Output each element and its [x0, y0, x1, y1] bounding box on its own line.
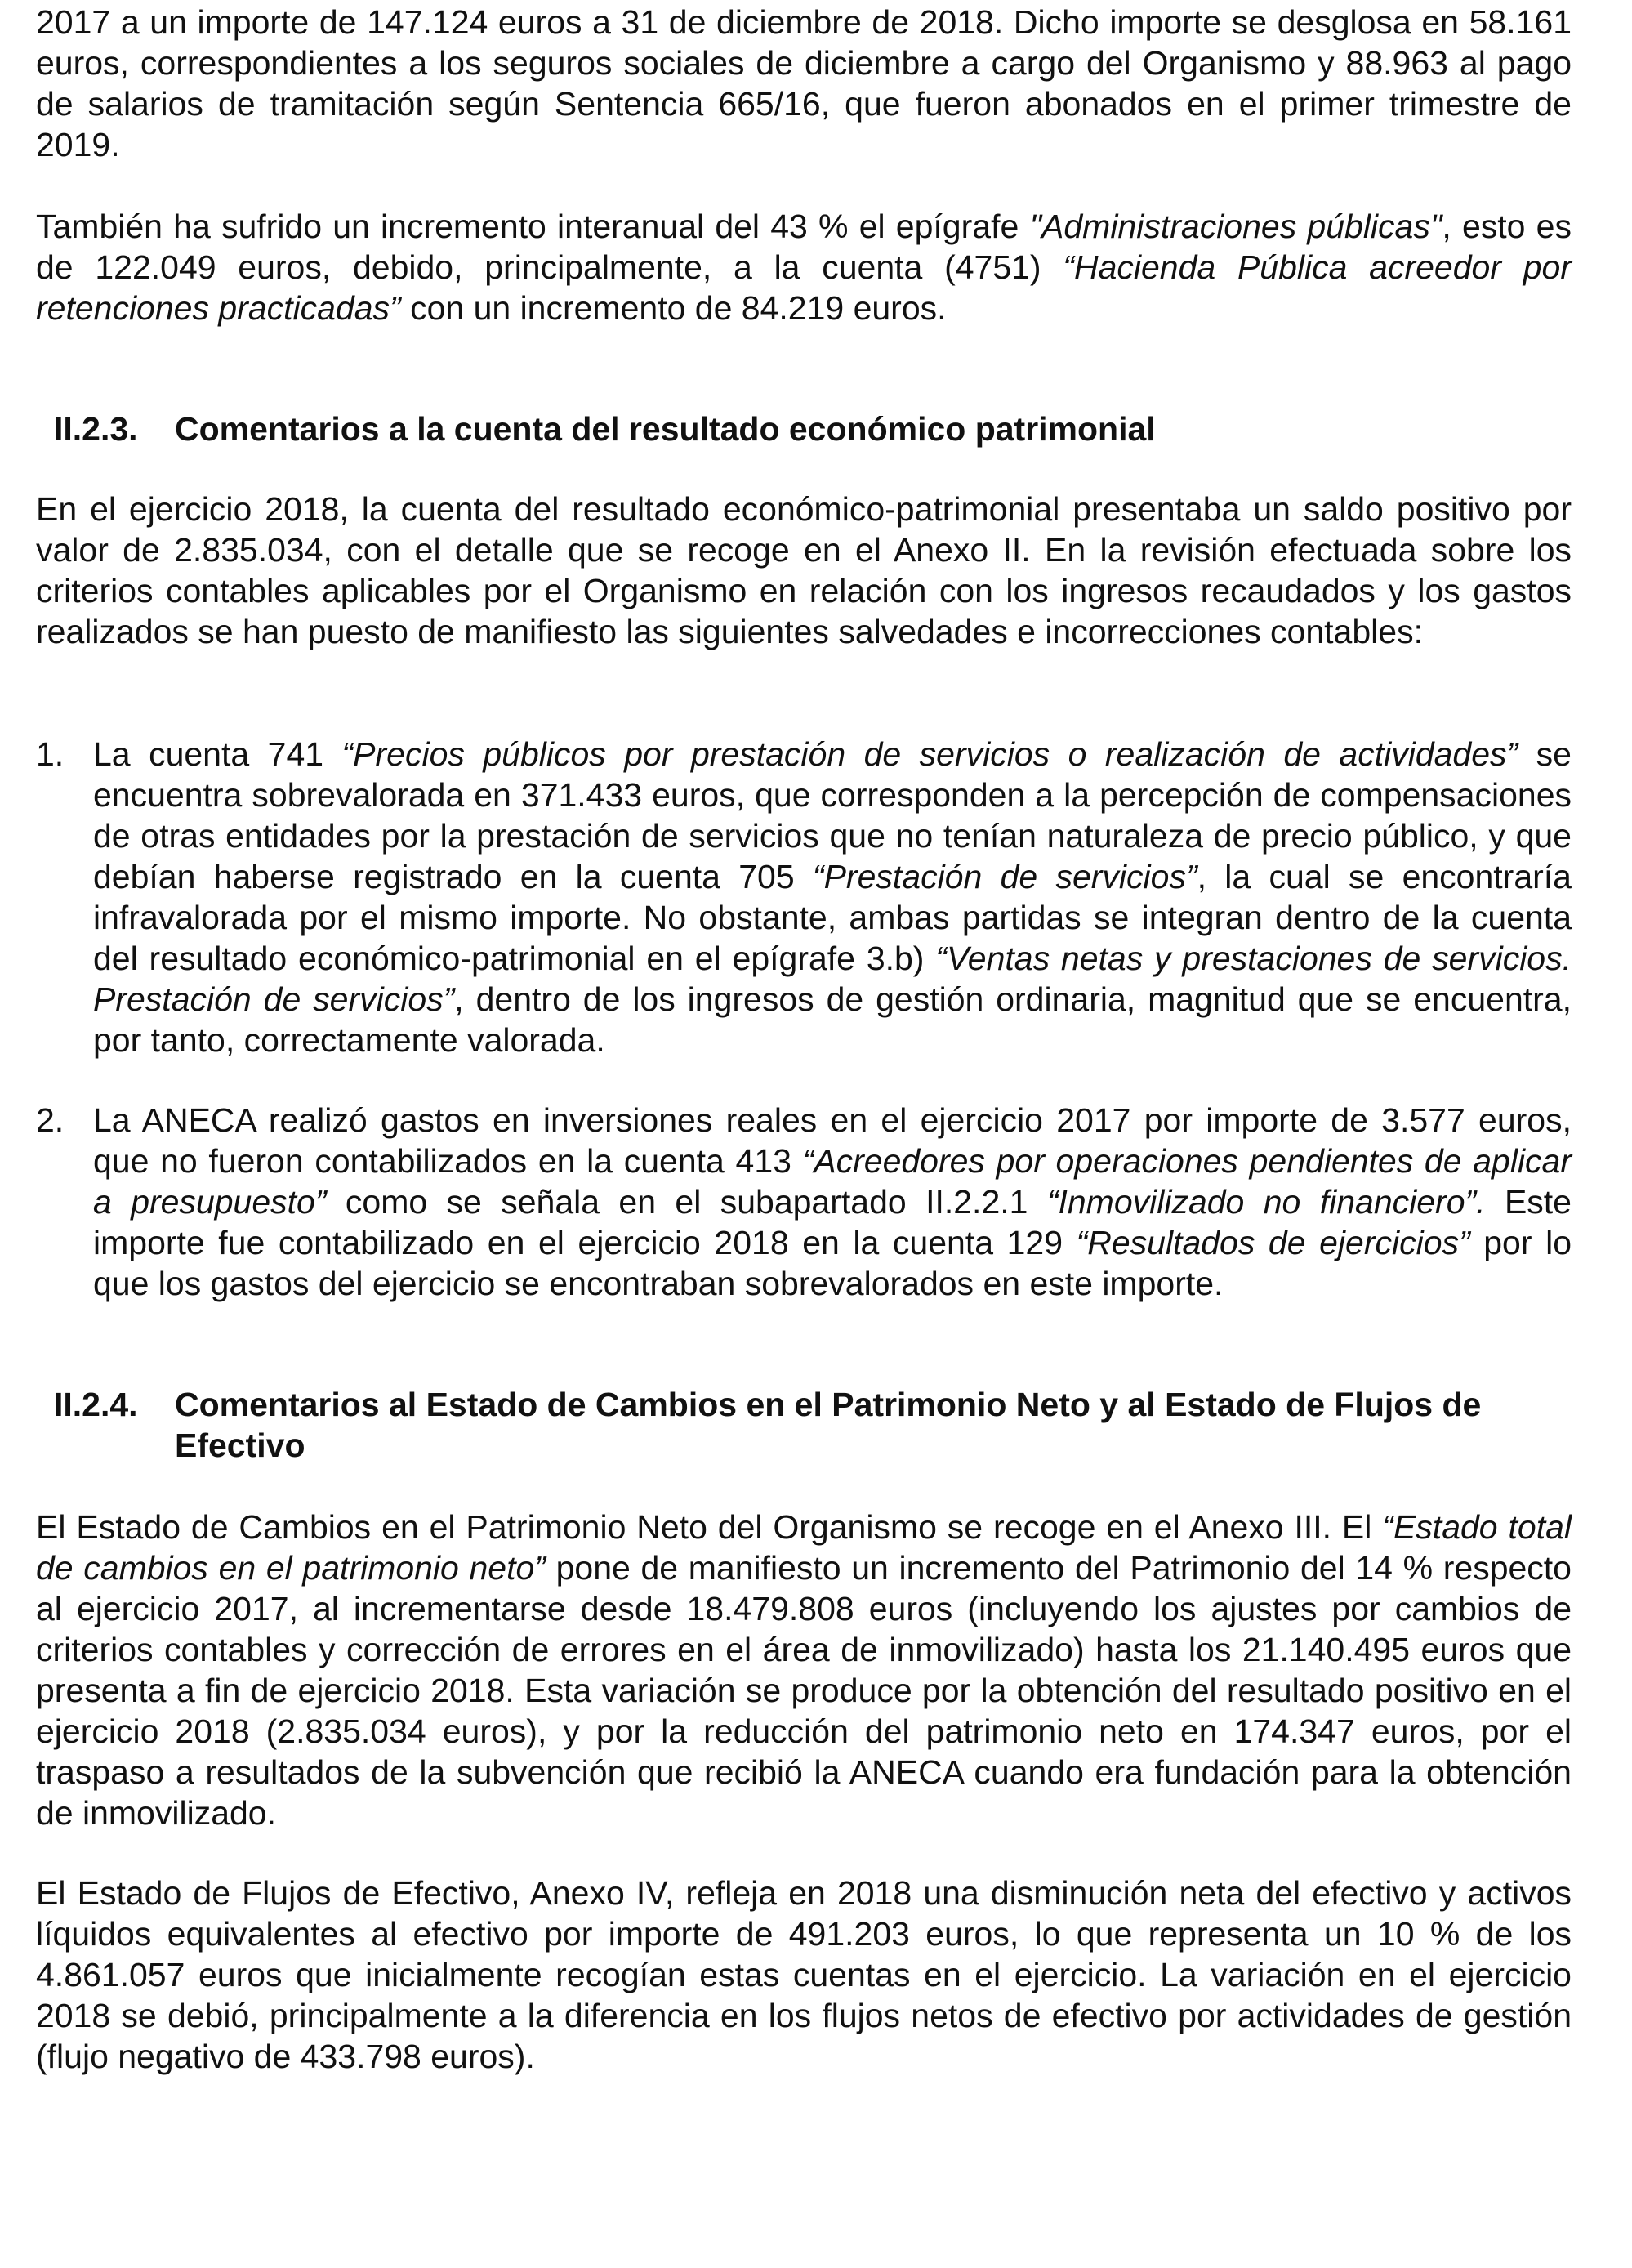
- paragraph-text: [36, 2, 1572, 165]
- text-run: , la cual se encontraría infravalorada por el mismo importe. No obstante, ambas partidas se integran dentro de la cuenta del resultado económico-patrimonial en el epígrafe 3.b): [93, 858, 1572, 977]
- text-run: se encuentra sobrevalorada en 371.433 euros, que corresponden a la percepción de compensaciones de otras entidades por la prestación de servicios que no tenían naturaleza de precio público, y que debían haberse registrado en la cuenta 705: [93, 735, 1572, 895]
- text-run: La ANECA realizó gastos en inversiones reales en el ejercicio 2017 por importe de 3.577 euros, que no fueron contabilizados en la cuenta 413: [93, 1101, 1572, 1180]
- list-item-text: [93, 1100, 1572, 1304]
- text-run: 2017 a un importe de 147.124 euros a 31 de diciembre de 2018. Dicho importe se desglosa en 58.161 euros, correspondientes a los seguros sociales de diciembre a cargo del Organismo y 88.963 al pago de salarios de tramitación según Sentencia 665/16, que fueron abonados en el primer trimestre de 2019.: [36, 3, 1572, 163]
- section-number: II.2.4.: [54, 1386, 138, 1423]
- paragraph-resultado: [36, 489, 1572, 652]
- section-heading-2-2-4: [54, 1384, 1572, 1466]
- paragraph-text: [36, 206, 1572, 328]
- italic-quote: “Acreedores por operaciones pendientes de aplicar a presupuesto”: [93, 1142, 1572, 1221]
- text-run: , esto es de 122.049 euros, debido, principalmente, a la cuenta (4751): [36, 208, 1572, 286]
- paragraph-administraciones: [36, 206, 1572, 328]
- text-run: El Estado de Cambios en el Patrimonio Neto del Organismo se recoge en el Anexo III. El: [36, 1508, 1383, 1546]
- list-item-2: [36, 1100, 1572, 1304]
- text-run: , dentro de los ingresos de gestión ordinaria, magnitud que se encuentra, por tanto, correctamente valorada.: [93, 980, 1572, 1059]
- paragraph-text: [36, 1873, 1572, 2077]
- text-run: La cuenta 741: [93, 735, 342, 773]
- paragraph-flujos: [36, 1873, 1572, 2077]
- section-number: II.2.3.: [54, 410, 138, 448]
- text-run: pone de manifiesto un incremento del Patrimonio del 14 % respecto al ejercicio 2017, al incrementarse desde 18.479.808 euros (incluyendo los ajustes por cambios de criterios contables y corrección de errores en el área de inmovilizado) hasta los 21.140.495 euros que presenta a fin de ejercicio 2018. Esta variación se produce por la obtención del resultado positivo en el ejercicio 2018 (2.835.034 euros), y por la reducción del patrimonio neto en 174.347 euros, por el traspaso a resultados de la subvención que recibió la ANECA cuando era fundación para la obtención de inmovilizado.: [36, 1549, 1572, 1832]
- italic-quote: “Hacienda Pública acreedor por retenciones practicadas”: [36, 248, 1572, 327]
- italic-quote: “Prestación de servicios”: [812, 858, 1197, 895]
- text-run: En el ejercicio 2018, la cuenta del resultado económico-patrimonial presentaba un saldo positivo por valor de 2.835.034, con el detalle que se recoge en el Anexo II. En la revisión efectuada sobre los criterios contables aplicables por el Organismo en relación con los ingresos recaudados y los gastos realizados se han puesto de manifiesto las siguientes salvedades e incorrecciones contables:: [36, 490, 1572, 650]
- text-run: por lo que los gastos del ejercicio se encontraban sobrevalorados en este importe.: [93, 1224, 1572, 1302]
- section-title: Comentarios a la cuenta del resultado económico patrimonial: [175, 410, 1156, 448]
- italic-quote: “Inmovilizado no financiero”.: [1046, 1183, 1486, 1221]
- list-number: 1.: [36, 735, 65, 773]
- text-run: Este importe fue contabilizado en el ejercicio 2018 en la cuenta 129: [93, 1183, 1572, 1261]
- section-title: Comentarios al Estado de Cambios en el Patrimonio Neto y al Estado de Flujos de Efectivo: [175, 1386, 1482, 1464]
- paragraph-text: [36, 1507, 1572, 1833]
- italic-quote: “Resultados de ejercicios”: [1076, 1224, 1470, 1261]
- text-run: También ha sufrido un incremento interanual del 43 % el epígrafe: [36, 208, 1030, 245]
- paragraph-patrimonio: [36, 1507, 1572, 1833]
- list-item-1: [36, 734, 1572, 1060]
- paragraph-salarios: [36, 2, 1572, 165]
- text-run: El Estado de Flujos de Efectivo, Anexo IV, refleja en 2018 una disminución neta del efectivo y activos líquidos equivalentes al efectivo por importe de 491.203 euros, lo que representa un 10 % de los 4.861.057 euros que inicialmente recogían estas cuentas en el ejercicio. La variación en el ejercicio 2018 se debió, principalmente a la diferencia en los flujos netos de efectivo por actividades de gestión (flujo negativo de 433.798 euros).: [36, 1874, 1572, 2075]
- list-number: 2.: [36, 1101, 65, 1139]
- italic-quote: "Administraciones públicas": [1029, 208, 1442, 245]
- italic-quote: “Ventas netas y prestaciones de servicios. Prestación de servicios”: [93, 940, 1572, 1018]
- list-item-text: [93, 734, 1572, 1060]
- paragraph-text: [36, 489, 1572, 652]
- text-run: como se señala en el subapartado II.2.2.1: [326, 1183, 1047, 1221]
- italic-quote: “Precios públicos por prestación de servicios o realización de actividades”: [341, 735, 1518, 773]
- section-heading-2-2-3: [54, 409, 1572, 449]
- italic-quote: “Estado total de cambios en el patrimonio neto”: [36, 1508, 1572, 1587]
- text-run: con un incremento de 84.219 euros.: [400, 289, 947, 327]
